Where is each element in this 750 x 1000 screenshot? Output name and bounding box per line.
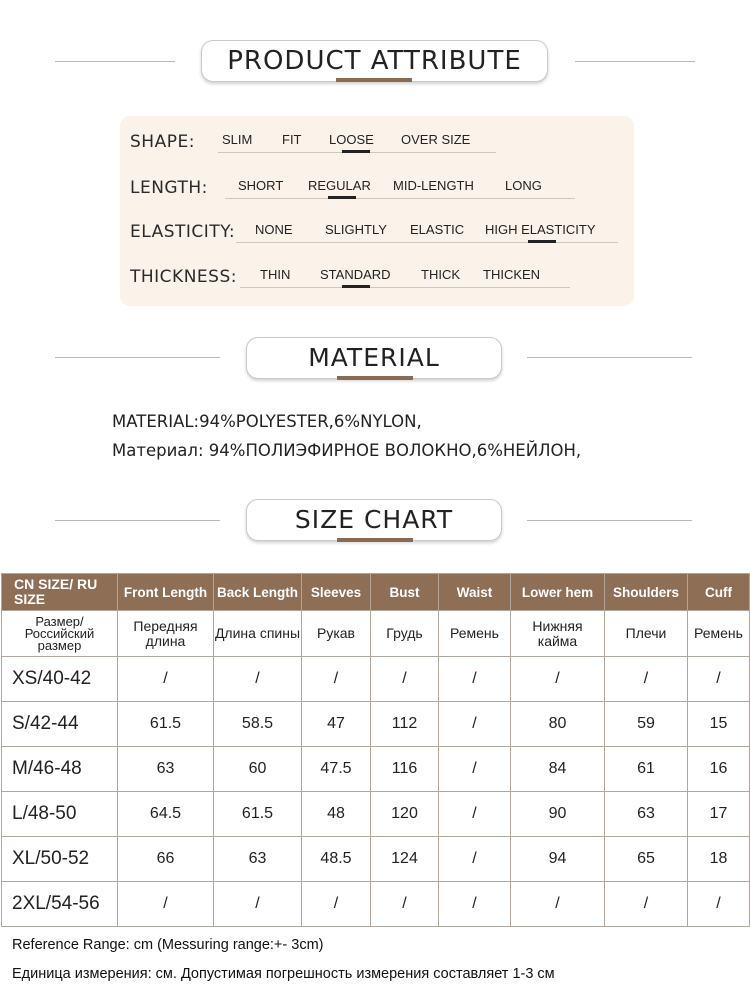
table-row	[2, 657, 750, 702]
section-title-text: PRODUCT ATTRIBUTE	[227, 46, 522, 76]
value-cell: 18	[688, 837, 750, 882]
value-cell: 124	[371, 837, 439, 882]
attr-option: SHORT	[238, 178, 284, 193]
value-cell: /	[605, 882, 688, 927]
footnote-ru: Единица измерения: см. Допустимая погрешность измерения составляет 1-3 см	[12, 966, 555, 982]
footnote-en: Reference Range: cm (Messuring range:+- 3cm)	[12, 937, 324, 953]
material-ru: Материал: 94%ПОЛИЭФИРНОЕ ВОЛОКНО,6%НЕЙЛОН,	[112, 441, 582, 460]
value-cell: 58.5	[214, 702, 302, 747]
value-cell: 64.5	[118, 792, 214, 837]
value-cell: 60	[214, 747, 302, 792]
header-cell: Нижняя кайма	[511, 611, 605, 657]
title-underline	[337, 538, 413, 542]
value-cell: /	[118, 657, 214, 702]
attr-option: HIGH ELASTICITY	[485, 222, 596, 237]
value-cell: 116	[371, 747, 439, 792]
attr-option: ELASTIC	[410, 222, 465, 237]
header-cell: CN SIZE/ RU SIZE	[2, 574, 118, 611]
size-cell: XL/50-52	[2, 837, 118, 882]
value-cell: 112	[371, 702, 439, 747]
header-cell: Shoulders	[605, 574, 688, 611]
header-cell: Back Length	[214, 574, 302, 611]
size-chart-table	[1, 573, 750, 927]
section-title-size-chart	[246, 499, 502, 541]
size-cell: M/46-48	[2, 747, 118, 792]
header-cell: Sleeves	[302, 574, 371, 611]
table-row	[2, 837, 750, 882]
value-cell: 94	[511, 837, 605, 882]
value-cell: 61	[605, 747, 688, 792]
header-cell: Ремень	[688, 611, 750, 657]
header-cell: Lower hem	[511, 574, 605, 611]
value-cell: 90	[511, 792, 605, 837]
value-cell: 63	[214, 837, 302, 882]
divider-line	[55, 61, 175, 62]
attr-option: THICK	[421, 267, 460, 282]
value-cell: 15	[688, 702, 750, 747]
size-cell: S/42-44	[2, 702, 118, 747]
value-cell: /	[439, 657, 511, 702]
value-cell: /	[511, 882, 605, 927]
value-cell: 63	[605, 792, 688, 837]
attr-label: SHAPE:	[130, 132, 195, 152]
selected-marker	[328, 196, 356, 199]
value-cell: 66	[118, 837, 214, 882]
selected-marker	[342, 285, 370, 288]
value-cell: /	[214, 657, 302, 702]
value-cell: /	[439, 882, 511, 927]
section-title-text: MATERIAL	[308, 343, 440, 372]
value-cell: 65	[605, 837, 688, 882]
value-cell: 84	[511, 747, 605, 792]
value-cell: /	[511, 657, 605, 702]
attr-row-thickness	[120, 259, 634, 299]
divider-line	[527, 357, 692, 358]
table-row	[2, 792, 750, 837]
table-row	[2, 747, 750, 792]
selected-marker	[528, 240, 556, 243]
value-cell: 48.5	[302, 837, 371, 882]
section-title-text: SIZE CHART	[294, 505, 454, 534]
header-cell: Плечи	[605, 611, 688, 657]
attr-label: LENGTH:	[130, 178, 208, 198]
size-cell: 2XL/54-56	[2, 882, 118, 927]
value-cell: /	[302, 657, 371, 702]
attr-label: THICKNESS:	[130, 267, 237, 287]
value-cell: 17	[688, 792, 750, 837]
attr-option: MID-LENGTH	[393, 178, 474, 193]
header-cell: Размер/ Российский размер	[2, 611, 118, 657]
value-cell: 59	[605, 702, 688, 747]
header-cell: Передняя длина	[118, 611, 214, 657]
divider-line	[55, 520, 220, 521]
attr-baseline	[240, 287, 570, 288]
section-title-material	[246, 337, 502, 379]
value-cell: /	[439, 792, 511, 837]
selected-marker	[342, 150, 370, 153]
attr-label: ELASTICITY:	[130, 222, 236, 242]
title-underline	[337, 376, 413, 380]
attribute-panel	[120, 116, 634, 306]
size-cell: XS/40-42	[2, 657, 118, 702]
value-cell: /	[371, 882, 439, 927]
attr-option: SLIM	[222, 132, 253, 147]
header-cell: Cuff	[688, 574, 750, 611]
header-cell: Front Length	[118, 574, 214, 611]
attr-option: LONG	[505, 178, 542, 193]
table-row	[2, 702, 750, 747]
value-cell: 16	[688, 747, 750, 792]
attr-row-length	[120, 170, 634, 210]
value-cell: /	[605, 657, 688, 702]
attr-baseline	[225, 198, 575, 199]
value-cell: 80	[511, 702, 605, 747]
value-cell: 47.5	[302, 747, 371, 792]
table-row	[2, 882, 750, 927]
attr-option: FIT	[282, 132, 302, 147]
value-cell: /	[214, 882, 302, 927]
header-cell: Грудь	[371, 611, 439, 657]
attr-row-shape	[120, 124, 634, 164]
header-cell: Рукав	[302, 611, 371, 657]
value-cell: /	[688, 882, 750, 927]
value-cell: 47	[302, 702, 371, 747]
size-cell: L/48-50	[2, 792, 118, 837]
value-cell: /	[688, 657, 750, 702]
value-cell: 48	[302, 792, 371, 837]
value-cell: 61.5	[214, 792, 302, 837]
table-header-en	[2, 574, 750, 611]
material-en: MATERIAL:94%POLYESTER,6%NYLON,	[112, 412, 422, 431]
value-cell: /	[439, 702, 511, 747]
value-cell: 61.5	[118, 702, 214, 747]
header-cell: Bust	[371, 574, 439, 611]
header-cell: Ремень	[439, 611, 511, 657]
value-cell: /	[118, 882, 214, 927]
value-cell: /	[302, 882, 371, 927]
attr-row-elasticity	[120, 214, 634, 254]
attr-baseline	[236, 242, 618, 243]
divider-line	[55, 357, 220, 358]
attr-option: REGULAR	[308, 178, 371, 193]
attr-option: OVER SIZE	[401, 132, 471, 147]
header-cell: Waist	[439, 574, 511, 611]
header-cell: Длина спины	[214, 611, 302, 657]
attr-option: STANDARD	[320, 267, 391, 282]
divider-line	[527, 520, 692, 521]
table-header-ru	[2, 611, 750, 657]
value-cell: 120	[371, 792, 439, 837]
attr-option: NONE	[255, 222, 293, 237]
value-cell: /	[371, 657, 439, 702]
attr-option: SLIGHTLY	[325, 222, 387, 237]
divider-line	[575, 61, 695, 62]
attr-option: THICKEN	[483, 267, 541, 282]
attr-option: LOOSE	[329, 132, 374, 147]
section-title-attribute	[201, 40, 548, 82]
title-underline	[336, 78, 412, 82]
attr-option: THIN	[260, 267, 291, 282]
value-cell: 63	[118, 747, 214, 792]
value-cell: /	[439, 837, 511, 882]
value-cell: /	[439, 747, 511, 792]
